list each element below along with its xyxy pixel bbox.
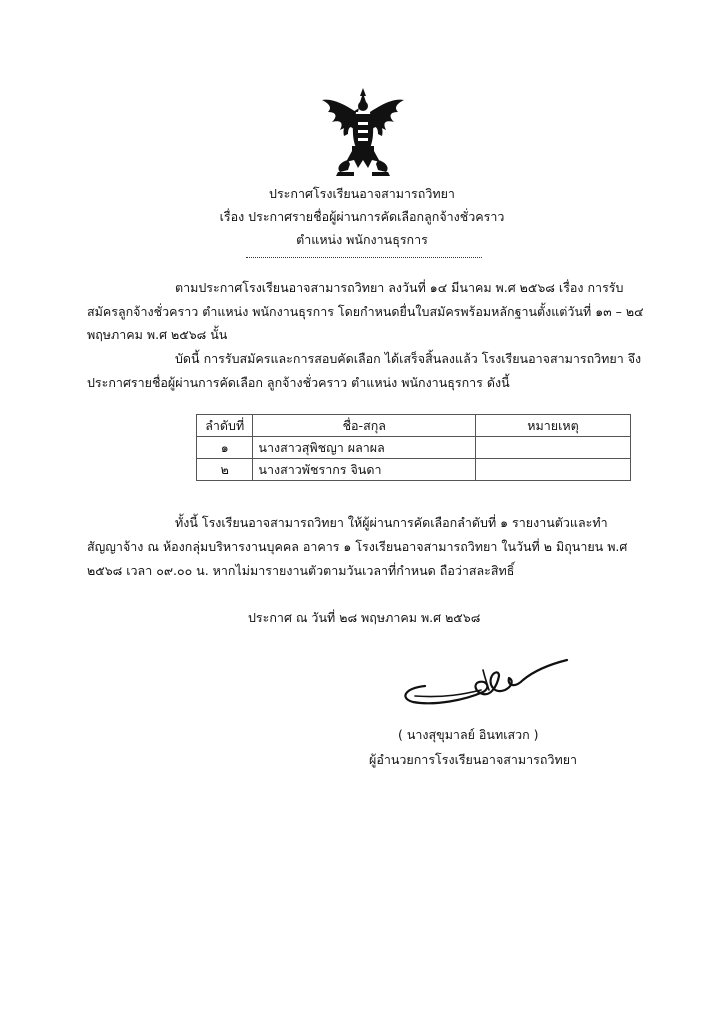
row-remark xyxy=(476,459,631,481)
paragraph3-line: สัญญาจ้าง ณ ห้องกลุ่มบริหารงานบุคคล อาคาร ๑ โรงเรียนอาจสามารถวิทยา ในวันที่ ๒ มิถุนายน พ.ศ xyxy=(87,539,628,554)
signer-title: ผู้อำนวยการโรงเรียนอาจสามารถวิทยา xyxy=(369,752,578,767)
row-order: ๑ xyxy=(197,437,253,459)
separator-dotted-line xyxy=(246,257,482,258)
row-name: นางสาวสุพิชญา ผลาผล xyxy=(253,437,476,459)
signer-name: ( นางสุขุมาลย์ อินทเสวก ) xyxy=(398,727,539,742)
table-row xyxy=(197,437,631,459)
announcement-position: ตำแหน่ง พนักงานธุรการ xyxy=(296,232,428,247)
announcement-subject: เรื่อง ประกาศรายชื่อผู้ผ่านการคัดเลือกลูกจ้างชั่วคราว xyxy=(219,209,505,224)
row-remark xyxy=(476,437,631,459)
column-header-remark: หมายเหตุ xyxy=(476,415,631,437)
announcement-title: ประกาศโรงเรียนอาจสามารถวิทยา xyxy=(269,186,455,201)
table-header-row xyxy=(197,415,631,437)
garuda-emblem-icon xyxy=(318,86,408,178)
table-row xyxy=(197,459,631,481)
paragraph3-line: ๒๕๖๘ เวลา ๐๙.๐๐ น. หากไม่มารายงานตัวตามวันเวลาที่กำหนด ถือว่าสละสิทธิ์ xyxy=(87,563,515,578)
column-header-name: ชื่อ-สกุล xyxy=(253,415,476,437)
paragraph2-line: ประกาศรายชื่อผู้ผ่านการคัดเลือก ลูกจ้างชั่วคราว ตำแหน่ง พนักงานธุรการ ดังนี้ xyxy=(87,375,510,390)
paragraph3-line: ทั้งนี้ โรงเรียนอาจสามารถวิทยา ให้ผู้ผ่านการคัดเลือกลำดับที่ ๑ รายงานตัวและทำ xyxy=(175,515,608,530)
row-order: ๒ xyxy=(197,459,253,481)
paragraph2-line: บัดนี้ การรับสมัครและการสอบคัดเลือก ได้เสร็จสิ้นลงแล้ว โรงเรียนอาจสามารถวิทยา จึง xyxy=(175,351,642,366)
column-header-order: ลำดับที่ xyxy=(197,415,253,437)
paragraph1-line: ตามประกาศโรงเรียนอาจสามารถวิทยา ลงวันที่ ๑๔ มีนาคม พ.ศ ๒๕๖๘ เรื่อง การรับ xyxy=(175,280,624,295)
paragraph1-line: สมัครลูกจ้างชั่วคราว ตำแหน่ง พนักงานธุรการ โดยกำหนดยื่นใบสมัครพร้อมหลักฐานตั้งแต่วันที่ ๑๓ – ๒๔ xyxy=(87,304,644,319)
paragraph1-line: พฤษภาคม พ.ศ ๒๕๖๘ นั้น xyxy=(87,327,228,342)
selected-candidates-table xyxy=(196,414,631,481)
announcement-date: ประกาศ ณ วันที่ ๒๘ พฤษภาคม พ.ศ ๒๕๖๘ xyxy=(248,610,481,625)
handwritten-signature-icon xyxy=(395,656,570,716)
row-name: นางสาวพัชรากร จินดา xyxy=(253,459,476,481)
